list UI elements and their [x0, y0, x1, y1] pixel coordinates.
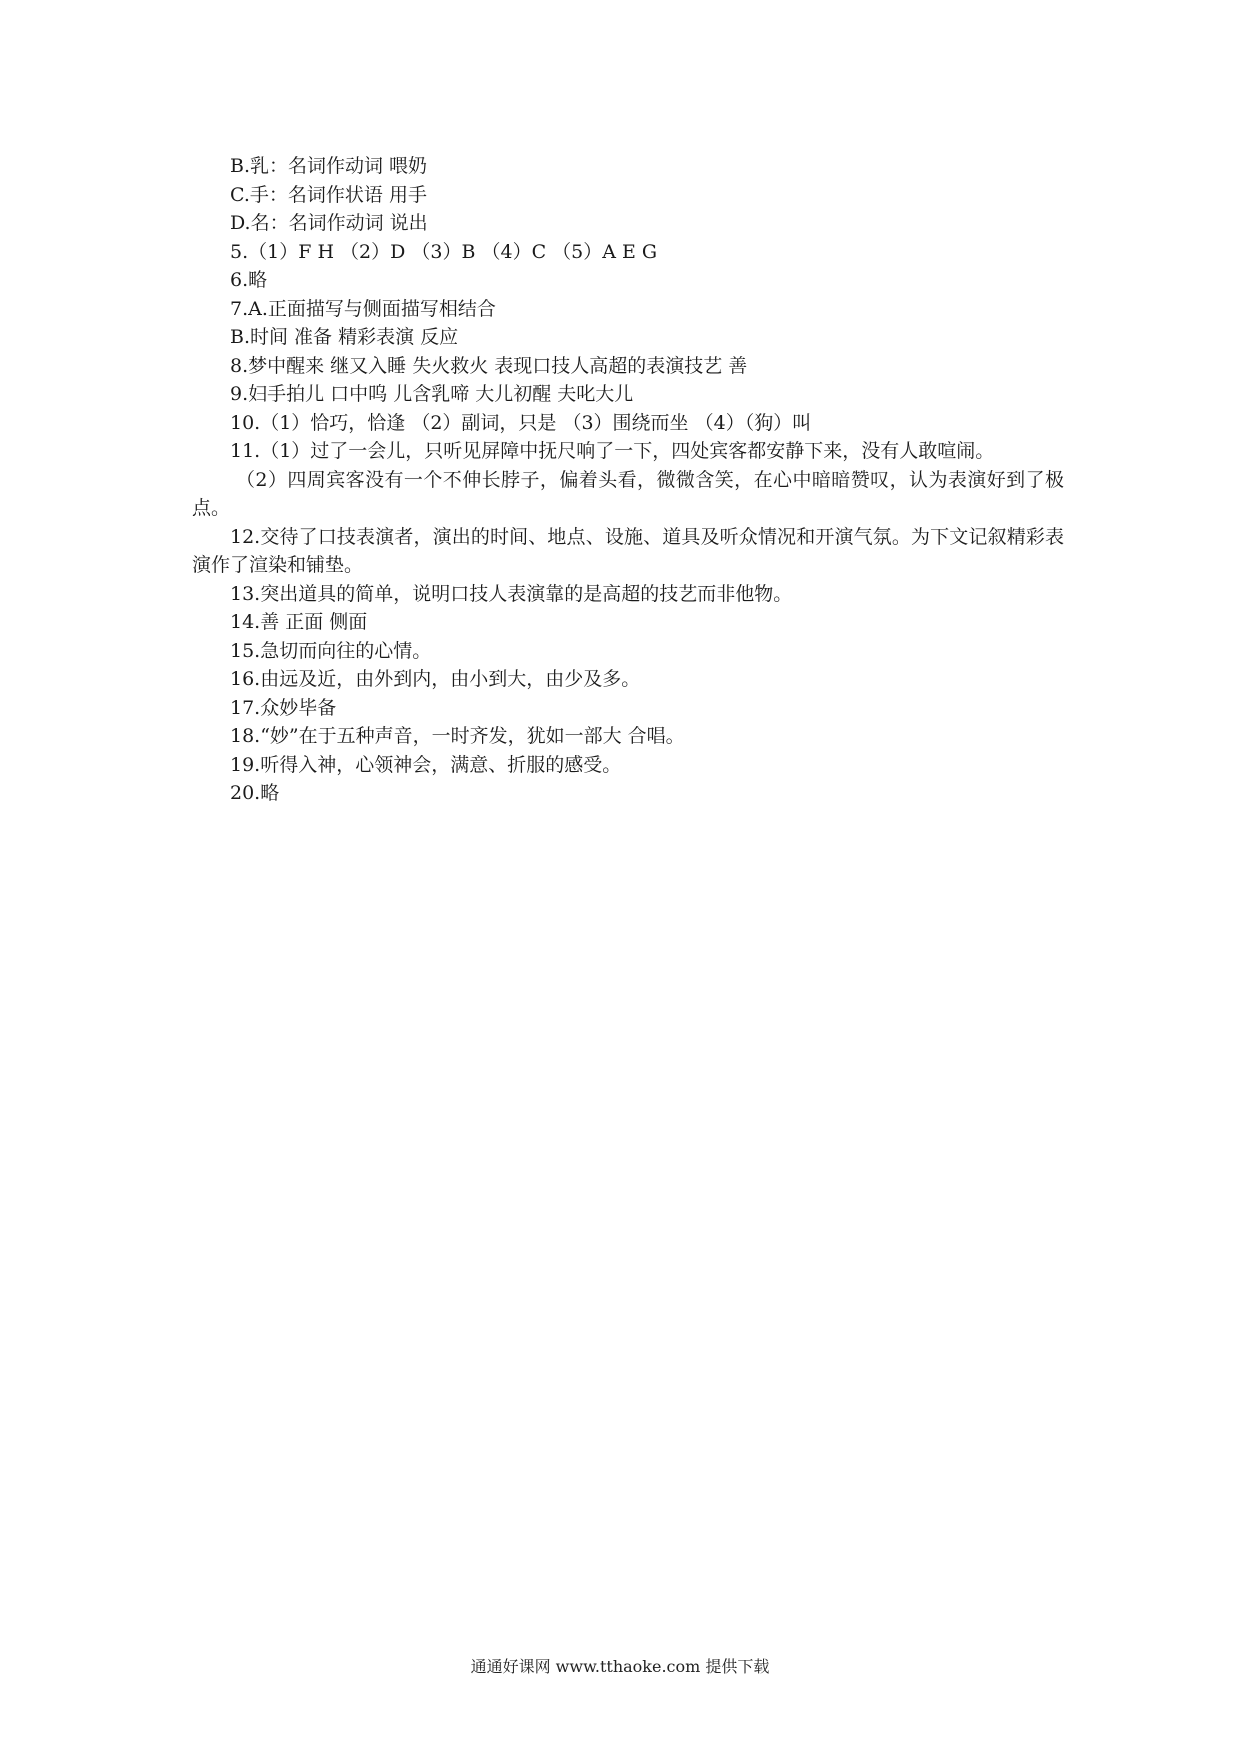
answer-line-4d: D.名：名词作动词 说出	[230, 212, 428, 234]
answer-line-20: 20.略	[230, 782, 280, 804]
answer-line-7a: 7.A.正面描写与侧面描写相结合	[230, 297, 496, 320]
answer-line-4c: C.手：名词作状语 用手	[230, 183, 427, 206]
answer-line-5: 5.（1）F H （2）D （3）B （4）C （5）A E G	[230, 240, 658, 263]
answer-line-14: 14.善 正面 侧面	[230, 611, 368, 633]
page-footer: 通通好课网 www.tthaoke.com 提供下载	[470, 1657, 770, 1676]
answer-line-13: 13.突出道具的简单，说明口技人表演靠的是高超的技艺而非他物。	[230, 582, 793, 605]
answer-line-16: 16.由远及近，由外到内，由小到大，由少及多。	[230, 668, 641, 690]
answer-line-6: 6.略	[230, 269, 268, 291]
answer-line-8: 8.梦中醒来 继又入睡 失火救火 表现口技人高超的表演技艺 善	[230, 354, 748, 377]
answer-paragraph-11-2: （2）四周宾客没有一个不伸长脖子，偏着头看，微微含笑，在心中暗暗赞叹，认为表演好到了极点。	[192, 468, 1064, 519]
answer-line-18: 18.“妙”在于五种声音，一时齐发，犹如一部大 合唱。	[230, 725, 685, 747]
answer-line-15: 15.急切而向往的心情。	[230, 639, 432, 662]
answer-line-17: 17.众妙毕备	[230, 696, 337, 719]
answer-paragraph-11-1: 11.（1）过了一会儿，只听见屏障中抚尺响了一下，四处宾客都安静下来，没有人敢喧闹。	[230, 440, 995, 462]
answer-list	[192, 152, 1064, 808]
answer-line-9: 9.妇手拍儿 口中呜 儿含乳啼 大儿初醒 夫叱大儿	[230, 383, 634, 405]
answer-paragraph-12: 12.交待了口技表演者，演出的时间、地点、设施、道具及听众情况和开演气氛。为下文记叙精彩表演作了渲染和铺垫。	[192, 525, 1064, 576]
answer-line-10: 10.（1）恰巧，恰逢 （2）副词，只是 （3）围绕而坐 （4）（狗）叫	[230, 411, 812, 434]
answer-line-19: 19.听得入神，心领神会，满意、折服的感受。	[230, 753, 622, 776]
answer-line-7b: B.时间 准备 精彩表演 反应	[230, 326, 459, 348]
answer-line-4b: B.乳：名词作动词 喂奶	[230, 155, 428, 177]
